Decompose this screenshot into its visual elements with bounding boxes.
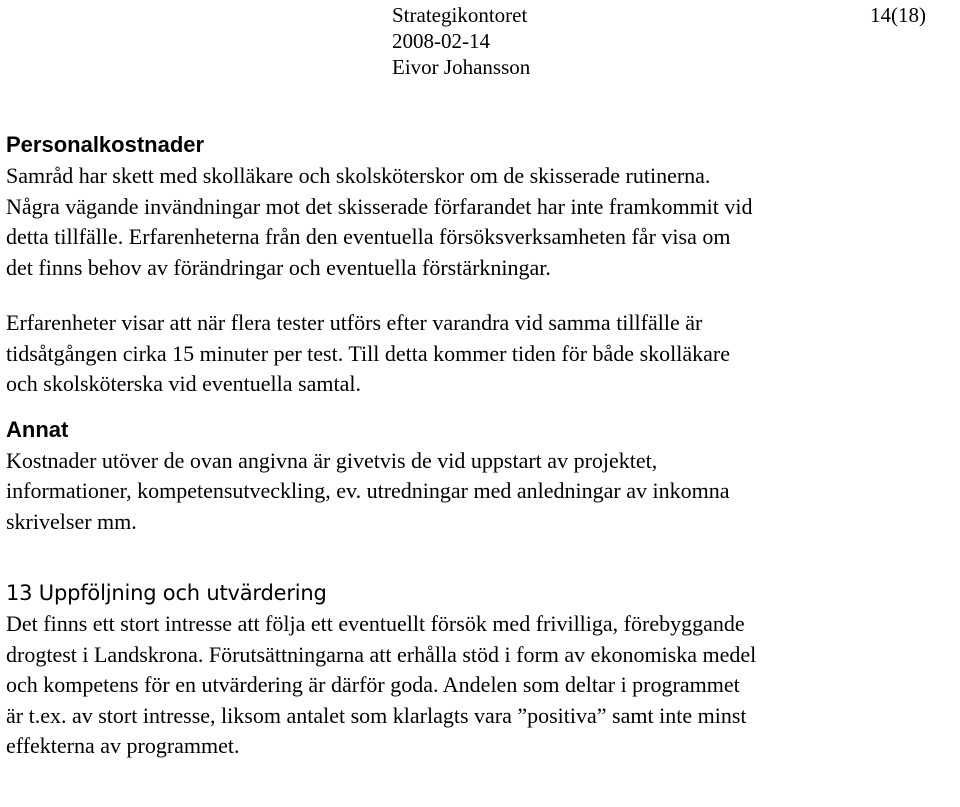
spacer	[6, 400, 951, 414]
header-info	[392, 2, 530, 80]
paragraph-annat	[6, 446, 951, 538]
text-line: effekterna av programmet.	[6, 733, 240, 758]
text-line: och skolsköterska vid eventuella samtal.	[6, 371, 361, 396]
text-line: Det finns ett stort intresse att följa ett eventuellt försök med frivilliga, förebyggande	[6, 611, 745, 636]
paragraph-personalkostnader-1	[6, 161, 951, 283]
text-line: informationer, kompetensutveckling, ev. utredningar med anledningar av inkomna	[6, 478, 730, 503]
text-line: tidsåtgången cirka 15 minuter per test. Till detta kommer tiden för både skolläkare	[6, 340, 730, 366]
text-line: och kompetens för en utvärdering är därför goda. Andelen som deltar i programmet	[6, 672, 740, 697]
spacer	[6, 283, 951, 308]
text-line: Erfarenheter visar att när flera tester utförs efter varandra vid samma tillfälle är	[6, 310, 703, 335]
text-line: det finns behov av förändringar och eventuella förstärkningar.	[6, 254, 551, 280]
paragraph-uppfoljning	[6, 609, 951, 762]
text-line: Samråd har skett med skolläkare och skolsköterskor om de skisserade rutinerna.	[6, 163, 711, 188]
header-author: Eivor Johansson	[392, 55, 531, 79]
text-line: Kostnader utöver de ovan angivna är givetvis de vid uppstart av projektet,	[6, 447, 658, 473]
heading-uppfoljning: 13 Uppföljning och utvärdering	[6, 581, 327, 605]
text-line: detta tillfälle. Erfarenheterna från den eventuella försöksverksamheten får visa om	[6, 224, 731, 249]
header-organization: Strategikontoret	[392, 3, 528, 27]
page-header	[0, 2, 960, 80]
text-line: drogtest i Landskrona. Förutsättningarna att erhålla stöd i form av ekonomiska medel	[6, 641, 757, 667]
text-line: Några vägande invändningar mot det skisserade förfarandet har inte framkommit vid	[6, 193, 753, 219]
heading-annat: Annat	[6, 416, 69, 442]
paragraph-personalkostnader-2	[6, 308, 951, 400]
text-line: skrivelser mm.	[6, 508, 137, 534]
heading-personalkostnader: Personalkostnader	[6, 132, 205, 157]
document-body	[6, 129, 951, 762]
text-line: är t.ex. av stort intresse, liksom antalet som klarlagts vara ”positiva” samt inte minst	[6, 702, 747, 728]
header-date: 2008-02-14	[392, 29, 490, 53]
spacer	[6, 537, 951, 577]
page-number: 14(18)	[870, 3, 926, 27]
